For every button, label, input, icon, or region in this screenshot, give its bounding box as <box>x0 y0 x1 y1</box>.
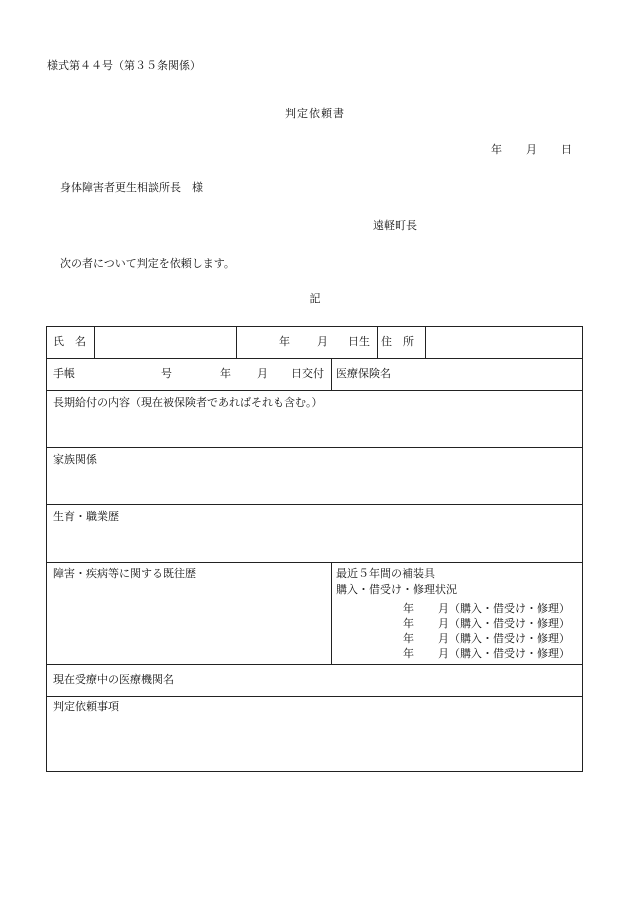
form-id: 様式第４４号（第３５条関係） <box>47 59 201 72</box>
date-year: 年 <box>491 143 502 156</box>
issue-month: 月 <box>257 367 268 380</box>
request-matters-label: 判定依頼事項 <box>53 700 119 713</box>
col-divider <box>94 327 95 358</box>
equipment-row <box>403 602 570 616</box>
addressee: 身体障害者更生相談所長 様 <box>60 181 203 194</box>
medical-history-label: 障害・疾病等に関する既往歴 <box>53 567 196 580</box>
equipment-sublabel: 購入・借受け・修理状況 <box>336 583 457 596</box>
row-divider <box>47 447 582 448</box>
row-divider <box>47 504 582 505</box>
request-text: 次の者について判定を依頼します。 <box>60 257 235 270</box>
birth-year: 年 <box>279 335 290 348</box>
equipment-kind: （購入・借受け・修理） <box>449 632 570 645</box>
equipment-label: 最近５年間の補装具 <box>336 567 435 580</box>
issue-day: 日交付 <box>291 367 324 380</box>
name-label: 氏 名 <box>53 335 86 348</box>
request-form-table <box>46 326 583 772</box>
row-divider <box>47 390 582 391</box>
equipment-kind: （購入・借受け・修理） <box>449 617 570 630</box>
equipment-month: 月 <box>438 617 449 630</box>
birth-month: 月 <box>317 335 328 348</box>
col-divider <box>377 327 378 358</box>
issue-year: 年 <box>220 367 231 380</box>
date-month: 月 <box>526 143 537 156</box>
ki-mark: 記 <box>309 292 321 305</box>
row-divider <box>47 664 582 665</box>
date-line <box>491 143 572 157</box>
equipment-row <box>403 632 570 646</box>
techo-number: 号 <box>161 367 172 380</box>
date-day: 日 <box>561 143 572 156</box>
equipment-row <box>403 647 570 661</box>
col-divider <box>331 358 332 390</box>
techo-label: 手帳 <box>53 367 75 380</box>
row-divider <box>47 358 582 359</box>
col-divider <box>236 327 237 358</box>
equipment-row <box>403 617 570 631</box>
sender: 遠軽町長 <box>373 219 417 232</box>
col-divider <box>331 562 332 664</box>
equipment-month: 月 <box>438 632 449 645</box>
equipment-month: 月 <box>438 602 449 615</box>
address-label: 住 所 <box>381 335 414 348</box>
long-term-benefit-label: 長期給付の内容（現在被保険者であればそれも含む。） <box>53 396 323 409</box>
birth-day: 日生 <box>348 335 370 348</box>
career-label: 生育・職業歴 <box>53 510 119 523</box>
equipment-kind: （購入・借受け・修理） <box>449 602 570 615</box>
equipment-year: 年 <box>403 602 414 615</box>
equipment-year: 年 <box>403 647 414 660</box>
row-divider <box>47 696 582 697</box>
equipment-kind: （購入・借受け・修理） <box>449 647 570 660</box>
family-label: 家族関係 <box>53 453 97 466</box>
equipment-month: 月 <box>438 647 449 660</box>
document-title: 判定依頼書 <box>285 107 345 120</box>
col-divider <box>425 327 426 358</box>
equipment-year: 年 <box>403 632 414 645</box>
institution-label: 現在受療中の医療機関名 <box>53 673 174 686</box>
row-divider <box>47 562 582 563</box>
equipment-year: 年 <box>403 617 414 630</box>
insurance-label: 医療保険名 <box>336 367 391 380</box>
